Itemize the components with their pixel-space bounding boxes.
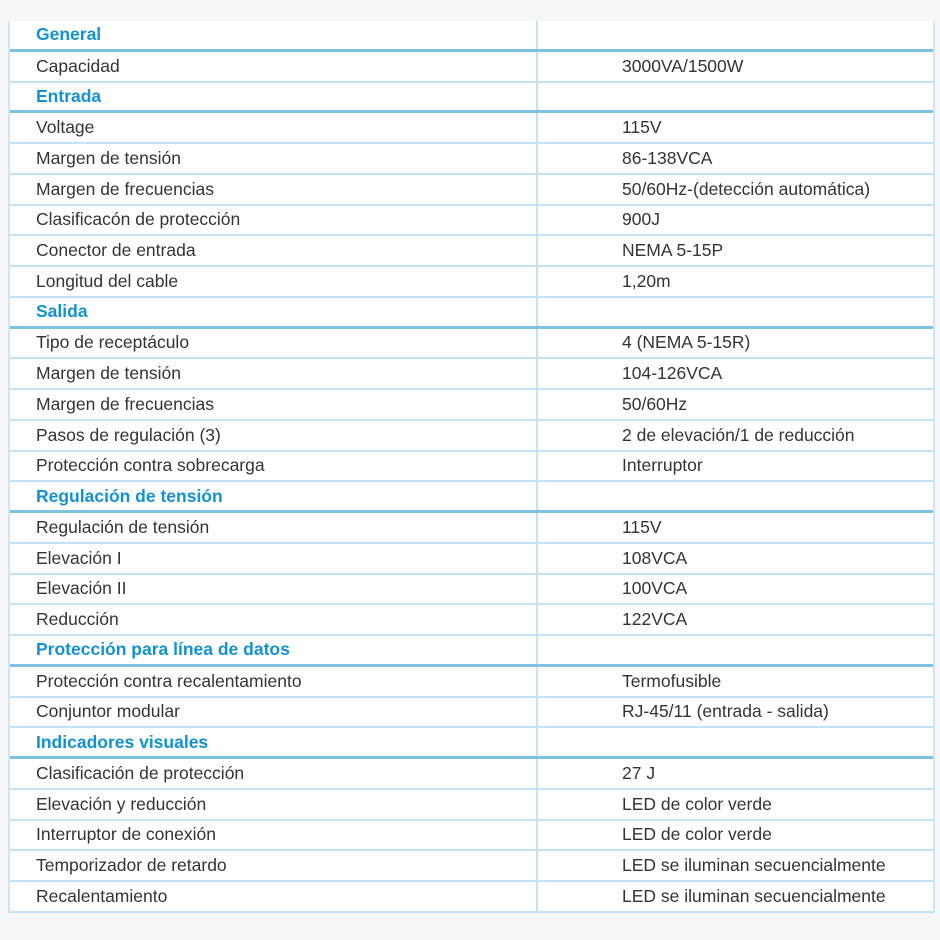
spec-value: NEMA 5-15P [622, 240, 724, 261]
section-title: Salida [10, 298, 538, 326]
section-title-empty-value [538, 21, 933, 49]
spec-row [10, 359, 933, 390]
spec-row [10, 329, 933, 360]
spec-row [10, 605, 933, 636]
spec-row [10, 790, 933, 821]
spec-label: Voltage [10, 113, 538, 142]
spec-label: Pasos de regulación (3) [10, 421, 538, 450]
spec-value: 27 J [622, 762, 656, 783]
spec-row [10, 667, 933, 698]
spec-row [10, 144, 933, 175]
section-title-empty-value [538, 83, 933, 111]
spec-value: 115V [622, 516, 662, 537]
spec-row [10, 544, 933, 575]
spec-value: 3000VA/1500W [622, 55, 744, 76]
section-header-row [10, 728, 933, 759]
spec-row [10, 513, 933, 544]
spec-value: LED de color verde [622, 824, 772, 845]
spec-value: 1,20m [622, 270, 671, 291]
spec-row [10, 206, 933, 237]
spec-value: LED de color verde [622, 793, 772, 814]
section-title-empty-value [538, 298, 933, 326]
spec-label: Protección contra sobrecarga [10, 452, 538, 481]
spec-row [10, 113, 933, 144]
spec-value: 100VCA [622, 578, 688, 599]
spec-value: 4 (NEMA 5-15R) [622, 332, 751, 353]
spec-value: 50/60Hz-(detección automática) [622, 178, 871, 199]
spec-value: 86-138VCA [622, 147, 713, 168]
spec-label: Regulación de tensión [10, 513, 538, 542]
spec-label: Conjuntor modular [10, 698, 538, 727]
spec-value: 108VCA [622, 547, 688, 568]
spec-label: Elevación II [10, 575, 538, 604]
spec-value: 122VCA [622, 609, 688, 630]
spec-label: Temporizador de retardo [10, 851, 538, 880]
spec-label: Recalentamiento [10, 882, 538, 911]
section-title: General [10, 21, 538, 49]
spec-row [10, 52, 933, 83]
spec-label: Elevación y reducción [10, 790, 538, 819]
spec-row [10, 821, 933, 852]
spec-row [10, 575, 933, 606]
spec-value: RJ-45/11 (entrada - salida) [622, 701, 829, 722]
section-header-row [10, 482, 933, 513]
spec-label: Reducción [10, 605, 538, 634]
section-title: Entrada [10, 83, 538, 111]
spec-label: Conector de entrada [10, 236, 538, 265]
spec-value: 50/60Hz [622, 393, 688, 414]
spec-value: 115V [622, 117, 662, 138]
spec-row [10, 236, 933, 267]
spec-row [10, 698, 933, 729]
spec-label: Clasificacón de protección [10, 206, 538, 235]
spec-label: Margen de tensión [10, 359, 538, 388]
spec-label: Protección contra recalentamiento [10, 667, 538, 696]
spec-table [8, 21, 935, 913]
spec-row [10, 452, 933, 483]
spec-label: Margen de tensión [10, 144, 538, 173]
section-title-empty-value [538, 728, 933, 756]
spec-label: Clasificación de protección [10, 759, 538, 788]
spec-value: LED se iluminan secuencialmente [622, 885, 886, 906]
spec-value: LED se iluminan secuencialmente [622, 855, 886, 876]
section-header-row [10, 21, 933, 52]
spec-value: 104-126VCA [622, 363, 723, 384]
spec-label: Elevación I [10, 544, 538, 573]
section-title-empty-value [538, 482, 933, 510]
spec-row [10, 882, 933, 913]
spec-label: Tipo de receptáculo [10, 329, 538, 358]
section-header-row [10, 83, 933, 114]
spec-value: Termofusible [622, 670, 722, 691]
section-header-row [10, 298, 933, 329]
spec-row [10, 759, 933, 790]
spec-value: 2 de elevación/1 de reducción [622, 424, 855, 445]
spec-row [10, 390, 933, 421]
section-title: Protección para línea de datos [10, 636, 538, 664]
spec-value: Interruptor [622, 455, 703, 476]
spec-label: Margen de frecuencias [10, 175, 538, 204]
spec-label: Capacidad [10, 52, 538, 81]
section-title: Regulación de tensión [10, 482, 538, 510]
spec-value: 900J [622, 209, 660, 230]
spec-row [10, 267, 933, 298]
spec-label: Interruptor de conexión [10, 821, 538, 850]
spec-label: Margen de frecuencias [10, 390, 538, 419]
spec-row [10, 421, 933, 452]
spec-label: Longitud del cable [10, 267, 538, 296]
spec-row [10, 851, 933, 882]
section-header-row [10, 636, 933, 667]
spec-row [10, 175, 933, 206]
section-title-empty-value [538, 636, 933, 664]
section-title: Indicadores visuales [10, 728, 538, 756]
